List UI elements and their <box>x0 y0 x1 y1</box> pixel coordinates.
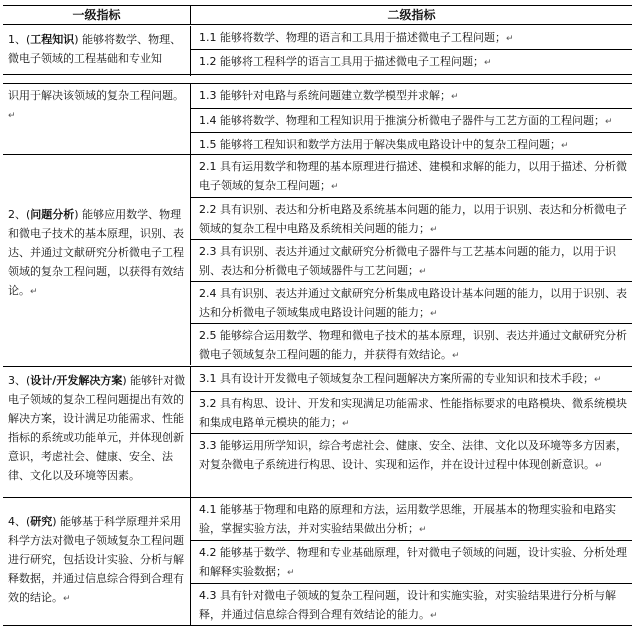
table-bottom-border <box>191 625 632 626</box>
secondary-indicator-2-1: 2.1 具有运用数学和物理的基本原理进行描述、建模和求解的能力，以用于描述、分析微电子领域的复杂工程问题；↵ <box>199 160 627 192</box>
indicator-keyword: 研究 <box>30 515 53 528</box>
primary-indicator-1: 1、(工程知识) 能够将数学、物理、微电子领域的工程基础和专业知 <box>3 26 191 76</box>
secondary-indicator-1-2: 1.2 能够将工程科学的语言工具用于描述微电子工程问题；↵ <box>199 55 492 68</box>
indicator-keyword: 问题分析 <box>30 208 75 221</box>
primary-indicator-3: 3、(设计/开发解决方案) 能够针对微电子领域的复杂工程问题提出有效的解决方案，设计满足功能需求、性能指标的系统或功能单元，并体现创新意识，考虑社会、健康、安全、法律、文化以及环境等因素。 <box>3 367 191 497</box>
secondary-indicator-3-3: 3.3 能够运用所学知识，综合考虑社会、健康、安全、法律、文化以及环境等多方因素，对复杂微电子系统进行构思、设计、实现和运作，并在设计过程中体现创新意识。↵ <box>199 439 627 471</box>
secondary-indicator-1-5: 1.5 能够将工程知识和数学方法用于解决集成电路设计中的复杂工程问题；↵ <box>199 138 569 151</box>
indicator-keyword: 工程知识 <box>30 33 75 46</box>
indicator-keyword: 设计/开发解决方案 <box>30 374 123 387</box>
page-bottom-border <box>3 74 191 75</box>
secondary-indicator-2-5: 2.5 能够综合运用数学、物理和微电子技术的基本原理，识别、表达并通过文献研究分析微电子领域复杂工程问题的能力，并获得有效结论。↵ <box>199 329 627 361</box>
primary-indicator-2-spacer <box>3 155 191 205</box>
secondary-indicator-3-2: 3.2 具有构思、设计、开发和实现满足功能需求、性能指标要求的电路模块、微系统模块和集成电路单元模块的能力；↵ <box>199 397 627 429</box>
secondary-indicator-1-4: 1.4 能够将数学、物理和工程知识用于推演分析微电子器件与工艺方面的工程问题；↵ <box>199 114 613 127</box>
header-primary-indicator: 一级指标 <box>3 5 191 25</box>
secondary-indicator-4-1: 4.1 能够基于物理和电路的原理和方法，运用数学思维，开展基本的物理实验和电路实验，掌握实验方法，并对实验结果做出分析；↵ <box>199 503 616 535</box>
secondary-indicator-3-1: 3.1 具有设计开发微电子领域复杂工程问题解决方案所需的专业知识和技术手段；↵ <box>199 372 602 385</box>
secondary-indicator-2-2: 2.2 具有识别、表达和分析电路及系统基本问题的能力，以用于识别、表达和分析微电子领域的复杂工程中电路及系统相关问题的能力；↵ <box>199 203 627 235</box>
secondary-indicator-2-3: 2.3 具有识别、表达并通过文献研究分析微电子器件与工艺基本问题的能力，以用于识别、表达和分析微电子领域器件与工艺问题；↵ <box>199 245 616 277</box>
secondary-indicator-1-1: 1.1 能够将数学、物理的语言和工具用于描述微电子工程问题；↵ <box>199 31 514 44</box>
primary-indicator-2: 2、(问题分析) 能够应用数学、物理和微电子技术的基本原理，识别、表达、并通过文献研究分析微电子工程领域的复杂工程问题，以获得有效结论。↵ <box>3 205 191 365</box>
primary-indicator-1-continued: 识用于解决该领域的复杂工程问题。↵ <box>3 84 191 154</box>
table-bottom-border <box>3 625 191 626</box>
secondary-indicator-2-4: 2.4 具有识别、表达并通过文献研究分析集成电路设计基本问题的能力，以用于识别、表达和分析微电子领域集成电路设计问题的能力；↵ <box>199 287 627 319</box>
header-secondary-indicator: 二级指标 <box>191 5 632 25</box>
secondary-indicator-4-3: 4.3 具有针对微电子领域的复杂工程问题，设计和实施实验，对实验结果进行分析与解释，并通过信息综合得到合理有效结论的能力。↵ <box>199 589 616 621</box>
primary-indicator-4: 4、(研究) 能够基于科学原理并采用科学方法对微电子领域复杂工程问题进行研究，包括设计实验、分析与解释数据，并通过信息综合得到合理有效的结论。↵ <box>3 498 191 625</box>
secondary-indicator-4-2: 4.2 能够基于数学、物理和专业基础原理，针对微电子领域的问题，设计实验、分析处理和解释实验数据；↵ <box>199 546 627 578</box>
secondary-indicator-1-3: 1.3 能够针对电路与系统问题建立数学模型并求解；↵ <box>199 89 459 102</box>
page-bottom-border <box>191 74 632 75</box>
